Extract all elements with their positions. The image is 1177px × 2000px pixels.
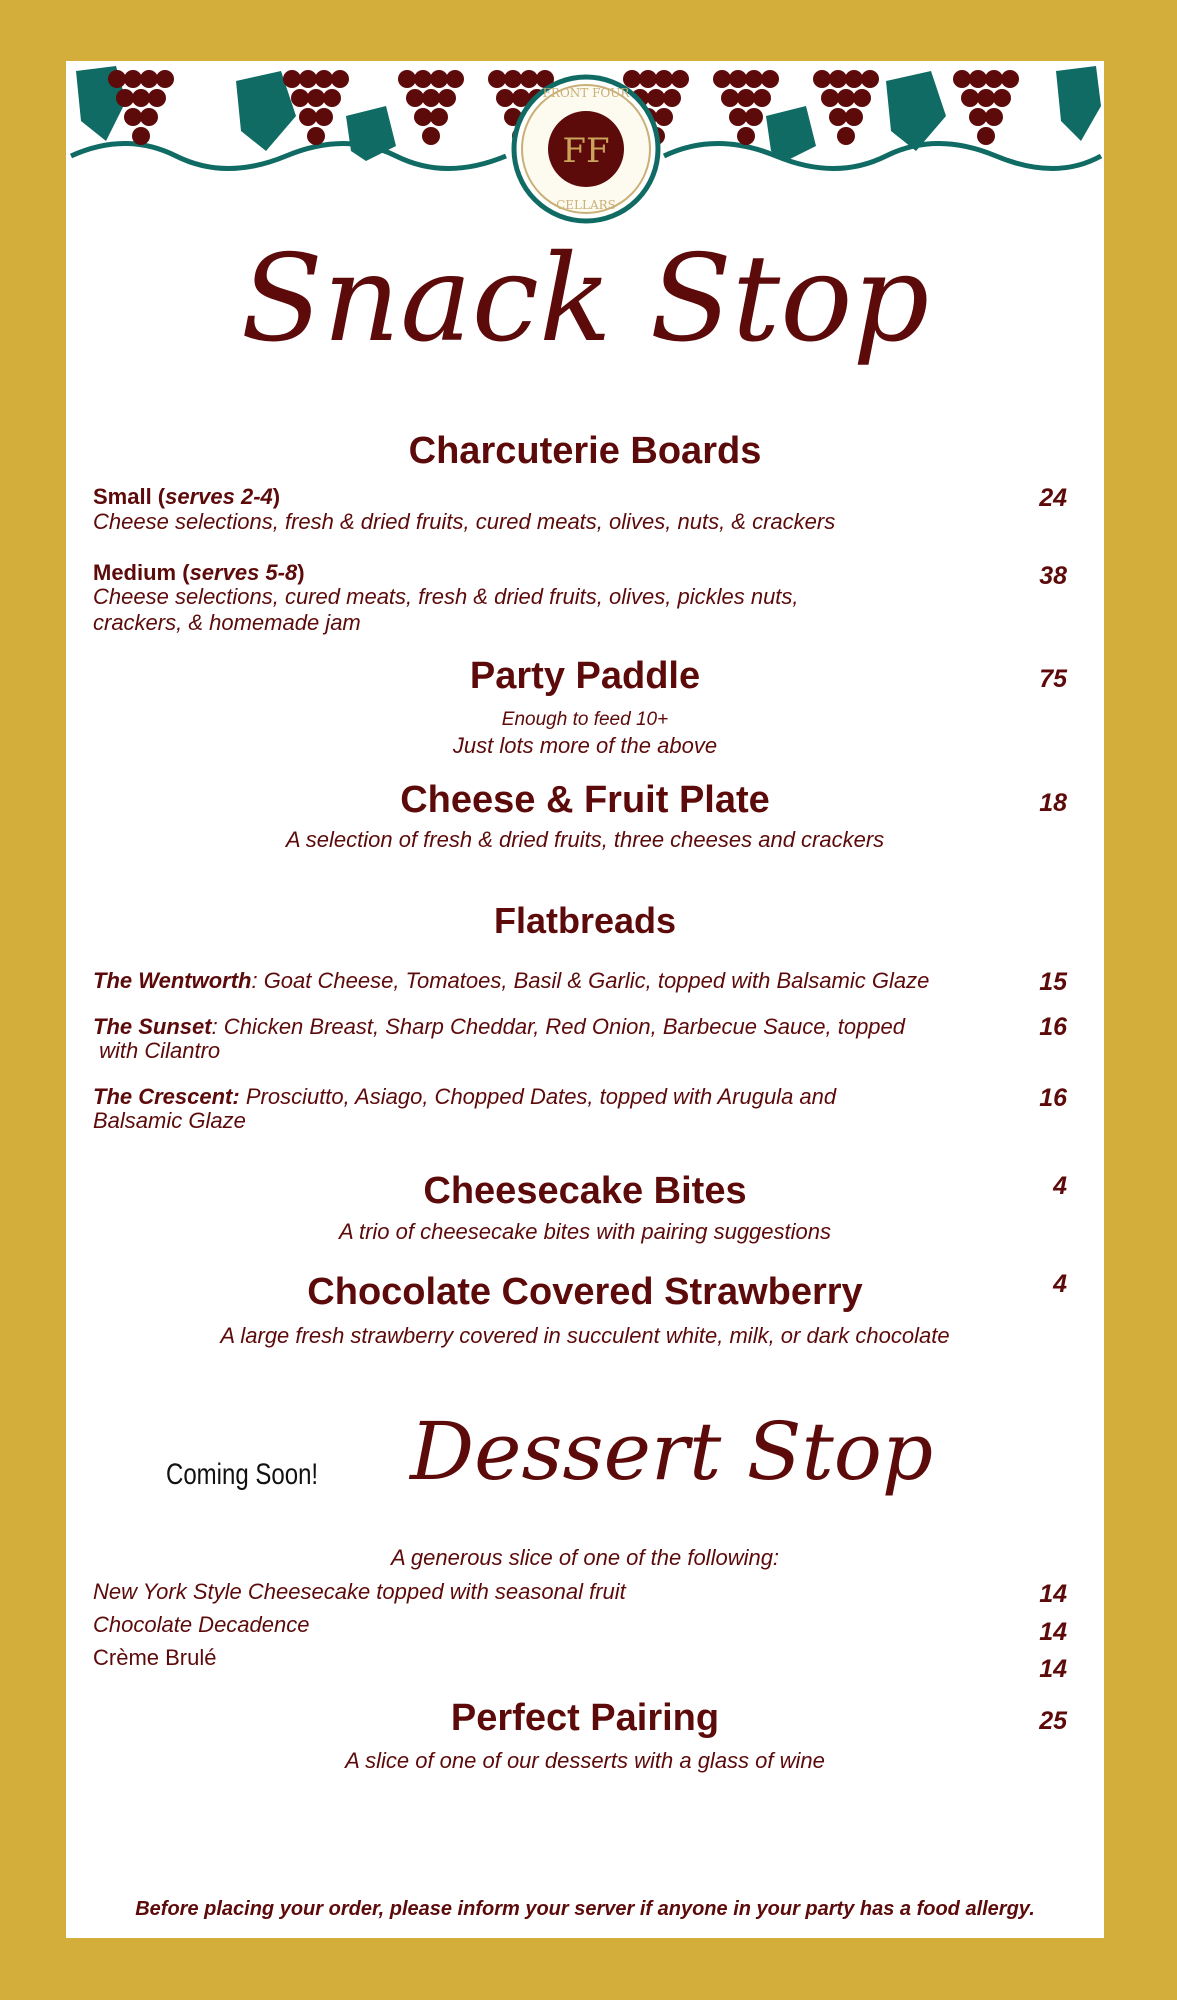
grape	[713, 70, 731, 88]
grape	[985, 108, 1003, 126]
grape	[520, 70, 538, 88]
grape	[488, 70, 506, 88]
grape	[761, 70, 779, 88]
grape	[969, 70, 987, 88]
svg-text:FRONT FOUR: FRONT FOUR	[542, 86, 630, 100]
grape	[969, 108, 987, 126]
grape	[148, 89, 166, 107]
grape	[655, 70, 673, 88]
grape	[299, 108, 317, 126]
grape	[845, 70, 863, 88]
dessert-intro: A generous slice of one of the following:	[390, 1545, 780, 1570]
grape	[1001, 70, 1019, 88]
flatbread-crescent-price: 16	[1039, 1084, 1067, 1112]
grape	[745, 108, 763, 126]
grape	[663, 89, 681, 107]
strawberry-heading: Chocolate Covered Strawberry	[307, 1271, 863, 1313]
grape	[140, 108, 158, 126]
grape	[977, 127, 995, 145]
grape	[737, 127, 755, 145]
medium-board-name: Medium (serves 5-8)	[93, 560, 305, 585]
cheese-fruit-price: 18	[1039, 789, 1067, 817]
coming-soon-label: Coming Soon!	[166, 1458, 319, 1491]
cheese-fruit-heading: Cheese & Fruit Plate	[400, 779, 770, 821]
grape	[422, 89, 440, 107]
grape	[299, 70, 317, 88]
grape	[132, 127, 150, 145]
grape	[829, 108, 847, 126]
flatbread-wentworth-price: 15	[1039, 968, 1067, 996]
cheese-fruit-desc: A selection of fresh & dried fruits, three cheeses and crackers	[285, 827, 885, 852]
flatbread-crescent: The Crescent: Prosciutto, Asiago, Chopped Dates, topped with Arugula and	[93, 1084, 837, 1109]
grape	[414, 108, 432, 126]
grape	[156, 70, 174, 88]
grape	[414, 70, 432, 88]
grape	[315, 70, 333, 88]
grape	[845, 108, 863, 126]
grape	[140, 70, 158, 88]
dessert-item-cheesecake: New York Style Cheesecake topped with seasonal fruit	[93, 1579, 626, 1604]
grape	[639, 70, 657, 88]
cheesecake-bites-price: 4	[1053, 1172, 1067, 1200]
grape	[108, 70, 126, 88]
grape	[853, 89, 871, 107]
snack-stop-title: Snack Stop	[240, 230, 930, 369]
medium-board-desc-2: crackers, & homemade jam	[93, 610, 361, 635]
grape	[829, 70, 847, 88]
svg-text:CELLARS: CELLARS	[556, 198, 616, 212]
grape	[504, 70, 522, 88]
grape	[861, 70, 879, 88]
medium-board-desc-1: Cheese selections, cured meats, fresh & dried fruits, olives, pickles nuts,	[93, 584, 799, 609]
grape	[647, 89, 665, 107]
grape	[993, 89, 1011, 107]
grape	[961, 89, 979, 107]
small-board-desc: Cheese selections, fresh & dried fruits, cured meats, olives, nuts, & crackers	[93, 509, 836, 534]
cheesecake-bites-heading: Cheesecake Bites	[423, 1170, 747, 1212]
grape	[837, 127, 855, 145]
small-board-name: Small (serves 2-4)	[93, 484, 281, 509]
flatbreads-heading: Flatbreads	[493, 900, 677, 941]
cheesecake-bites-desc: A trio of cheesecake bites with pairing suggestions	[338, 1219, 831, 1244]
grape	[430, 70, 448, 88]
grape	[283, 70, 301, 88]
grape	[132, 89, 150, 107]
grape	[721, 89, 739, 107]
perfect-pairing-heading: Perfect Pairing	[450, 1697, 720, 1739]
grape	[737, 89, 755, 107]
dessert-item-chocolate-price: 14	[1039, 1618, 1067, 1646]
grape	[291, 89, 309, 107]
grape	[837, 89, 855, 107]
flatbread-wentworth: The Wentworth: Goat Cheese, Tomatoes, Basil & Garlic, topped with Balsamic Glaze	[93, 968, 930, 993]
flatbread-sunset: The Sunset: Chicken Breast, Sharp Cheddar, Red Onion, Barbecue Sauce, topped	[93, 1014, 906, 1039]
grape	[323, 89, 341, 107]
grape	[406, 89, 424, 107]
grape	[422, 127, 440, 145]
grape	[813, 70, 831, 88]
dessert-item-chocolate: Chocolate Decadence	[93, 1612, 310, 1637]
grape	[116, 89, 134, 107]
dessert-item-creme-brule-price: 14	[1039, 1655, 1067, 1683]
grape	[496, 89, 514, 107]
dessert-item-cheesecake-price: 14	[1039, 1580, 1067, 1608]
grape	[438, 89, 456, 107]
medium-board-price: 38	[1039, 562, 1067, 590]
party-paddle-heading: Party Paddle	[469, 655, 701, 697]
grape	[124, 108, 142, 126]
grape	[331, 70, 349, 88]
party-paddle-price: 75	[1039, 665, 1067, 693]
grape	[745, 70, 763, 88]
grape	[985, 70, 1003, 88]
grape	[307, 127, 325, 145]
grape	[977, 89, 995, 107]
flatbread-crescent-line-2: Balsamic Glaze	[93, 1108, 246, 1133]
grape	[953, 70, 971, 88]
svg-text:FF: FF	[562, 131, 610, 171]
grape	[729, 108, 747, 126]
dessert-item-creme-brule: Crème Brulé	[93, 1645, 217, 1670]
grape	[446, 70, 464, 88]
dessert-stop-title: Dessert Stop	[410, 1405, 934, 1498]
allergy-footer: Before placing your order, please inform your server if anyone in your party has a food allergy.	[135, 1898, 1035, 1920]
strawberry-desc: A large fresh strawberry covered in succulent white, milk, or dark chocolate	[220, 1323, 950, 1348]
grape	[315, 108, 333, 126]
grape	[655, 108, 673, 126]
grape-vine-banner	[66, 61, 1104, 241]
grape	[729, 70, 747, 88]
perfect-pairing-price: 25	[1039, 1707, 1067, 1735]
grape	[398, 70, 416, 88]
grape	[753, 89, 771, 107]
grape	[124, 70, 142, 88]
grape	[671, 70, 689, 88]
grape	[430, 108, 448, 126]
small-board-price: 24	[1039, 484, 1067, 512]
perfect-pairing-desc: A slice of one of our desserts with a glass of wine	[345, 1748, 825, 1773]
logo-seal	[514, 77, 658, 221]
grape	[821, 89, 839, 107]
flatbread-sunset-line-2: with Cilantro	[93, 1038, 221, 1063]
grape	[307, 89, 325, 107]
flatbread-sunset-price: 16	[1039, 1013, 1067, 1041]
charcuterie-heading: Charcuterie Boards	[408, 430, 762, 472]
party-paddle-line-2: Just lots more of the above	[452, 733, 718, 758]
party-paddle-line-1: Enough to feed 10+	[501, 709, 669, 730]
strawberry-price: 4	[1053, 1270, 1067, 1298]
